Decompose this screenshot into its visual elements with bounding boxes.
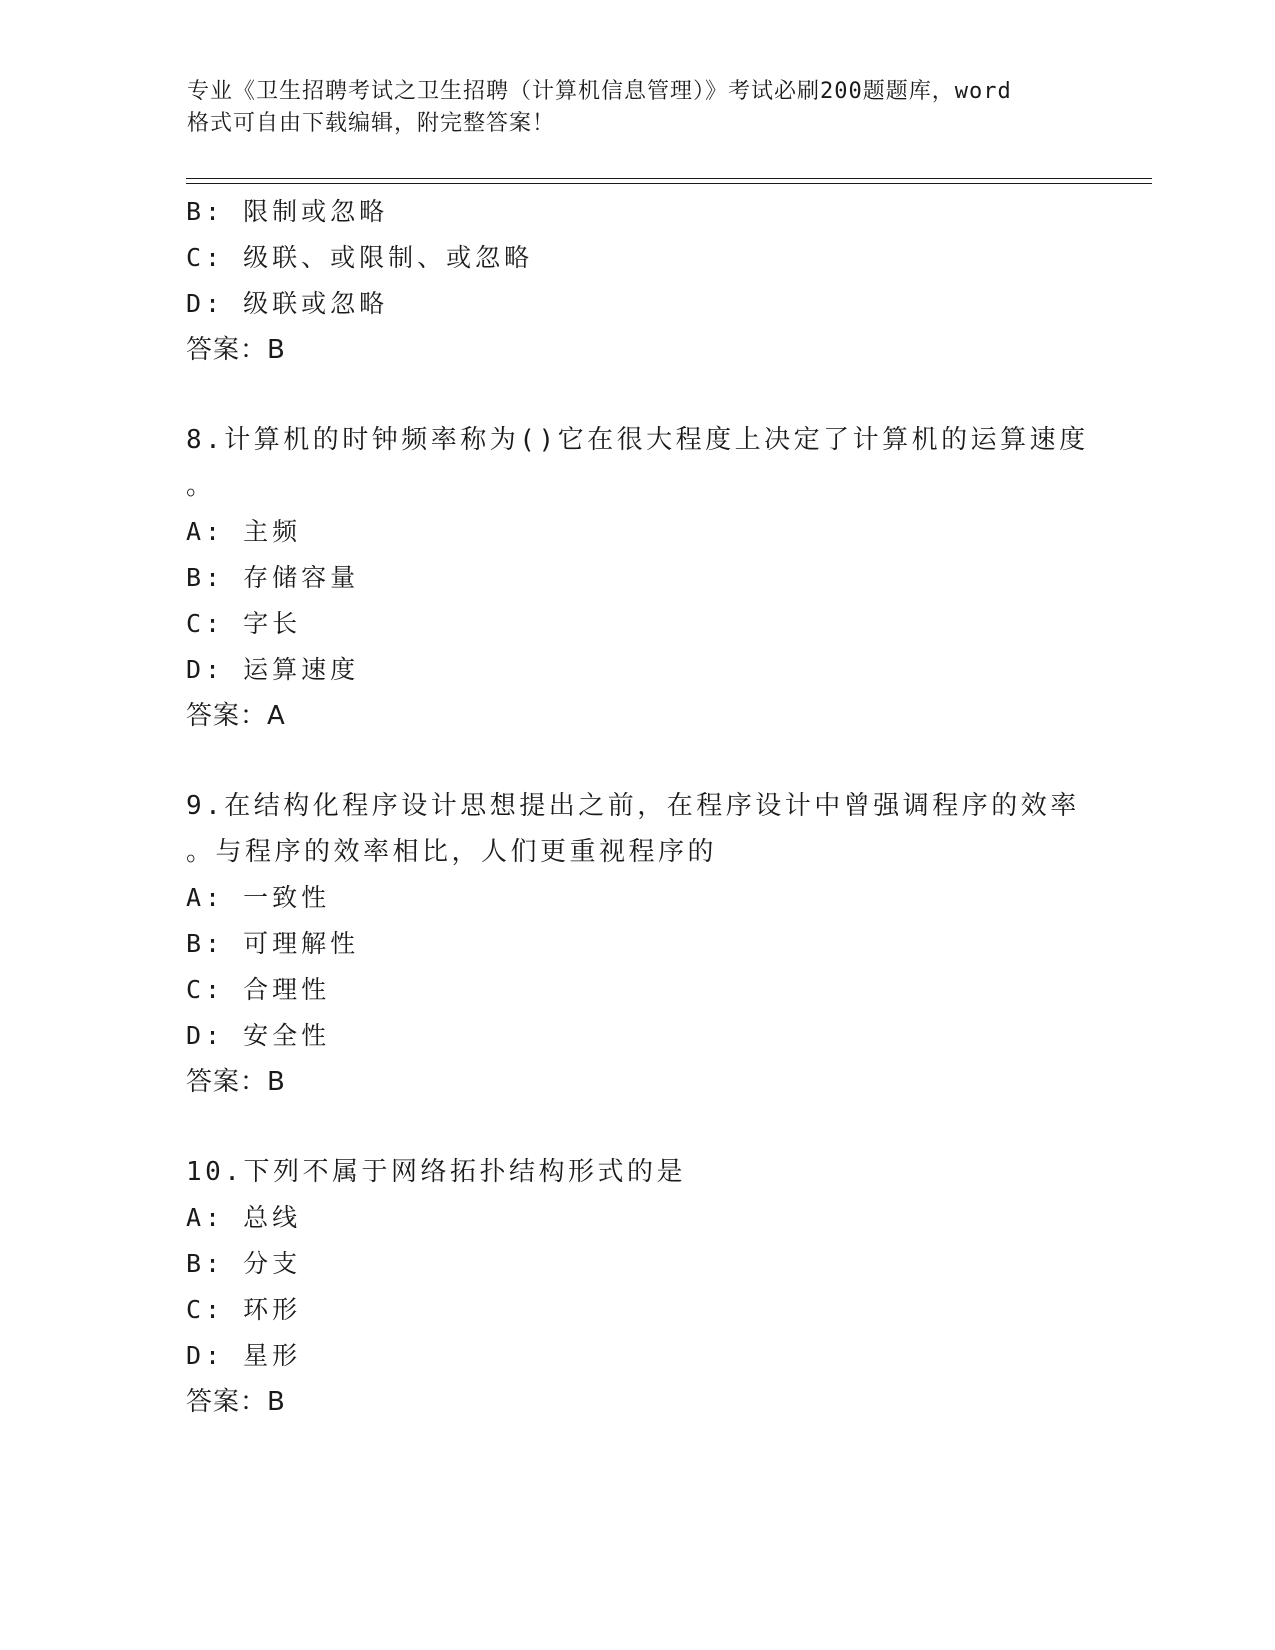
header-divider-bottom	[186, 183, 1152, 184]
header-line-1: 专业《卫生招聘考试之卫生招聘（计算机信息管理）》考试必刷200题题库，word	[187, 79, 1012, 104]
answer-line: 答案：B	[186, 1387, 286, 1417]
question-list	[186, 189, 1089, 1425]
header-divider-top	[186, 178, 1152, 179]
option-a: A: 主频	[186, 517, 302, 546]
document-header	[187, 76, 1087, 140]
header-line-2: 格式可自由下载编辑，附完整答案！	[187, 111, 556, 136]
option-b: B: 存储容量	[186, 563, 360, 592]
option-d: D: 运算速度	[186, 655, 360, 684]
question-stem-continued: 。与程序的效率相比，人们更重视程序的	[186, 837, 718, 867]
option-a: A: 一致性	[186, 883, 331, 912]
answer-line: 答案：B	[186, 335, 286, 365]
option-b: B: 分支	[186, 1249, 302, 1278]
option-b: B: 限制或忽略	[186, 197, 389, 226]
option-c: C: 合理性	[186, 975, 331, 1004]
question-stem-continued: 。	[186, 471, 216, 501]
option-d: D: 星形	[186, 1341, 302, 1370]
previous-question-block	[186, 189, 1086, 373]
option-b: B: 可理解性	[186, 929, 360, 958]
option-d: D: 安全性	[186, 1021, 331, 1050]
option-c: C: 级联、或限制、或忽略	[186, 243, 534, 272]
option-c: C: 环形	[186, 1295, 302, 1324]
question-stem: 8.计算机的时钟频率称为()它在很大程度上决定了计算机的运算速度	[186, 425, 1089, 455]
answer-line: 答案：B	[186, 1067, 286, 1097]
answer-line: 答案：A	[186, 701, 286, 731]
question-10	[186, 1149, 1086, 1425]
option-c: C: 字长	[186, 609, 302, 638]
question-9	[186, 783, 1086, 1105]
question-8	[186, 417, 1089, 739]
option-a: A: 总线	[186, 1203, 302, 1232]
option-d: D: 级联或忽略	[186, 289, 389, 318]
question-stem: 9.在结构化程序设计思想提出之前，在程序设计中曾强调程序的效率	[186, 791, 1080, 821]
question-stem: 10.下列不属于网络拓扑结构形式的是	[186, 1157, 686, 1187]
